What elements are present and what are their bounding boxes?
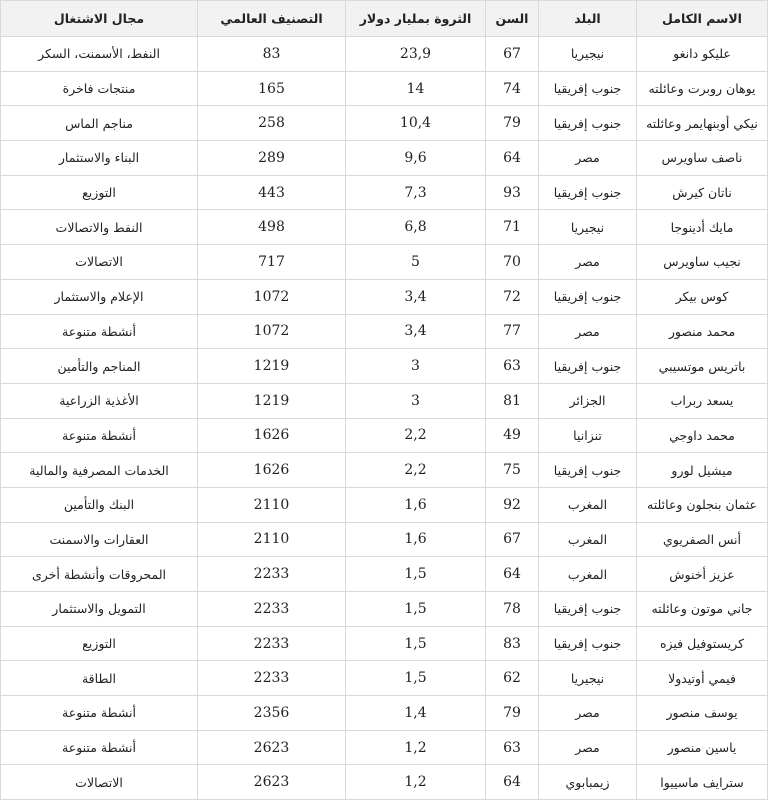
cell-age: 75: [486, 453, 539, 488]
cell-rank: 1626: [198, 418, 346, 453]
cell-wealth: 9,6: [346, 141, 486, 176]
table-row: [1, 592, 768, 627]
cell-country: جنوب إفريقيا: [539, 592, 637, 627]
table-row: [1, 453, 768, 488]
header-rank: التصنيف العالمي: [198, 1, 346, 37]
cell-rank: 2356: [198, 696, 346, 731]
table-row: [1, 418, 768, 453]
table-row: [1, 71, 768, 106]
cell-age: 70: [486, 245, 539, 280]
table-row: [1, 314, 768, 349]
cell-name: فيمي أوتيدولا: [637, 661, 768, 696]
cell-wealth: 2,2: [346, 453, 486, 488]
header-row: [1, 1, 768, 37]
cell-country: المغرب: [539, 522, 637, 557]
cell-age: 67: [486, 37, 539, 72]
cell-age: 77: [486, 314, 539, 349]
cell-age: 93: [486, 175, 539, 210]
cell-field: التوزيع: [1, 175, 198, 210]
cell-country: الجزائر: [539, 383, 637, 418]
cell-age: 63: [486, 730, 539, 765]
table-row: [1, 279, 768, 314]
cell-rank: 165: [198, 71, 346, 106]
cell-rank: 717: [198, 245, 346, 280]
cell-age: 67: [486, 522, 539, 557]
cell-name: ناتان كيرش: [637, 175, 768, 210]
cell-name: ناصف ساويرس: [637, 141, 768, 176]
cell-field: العقارات والاسمنت: [1, 522, 198, 557]
cell-wealth: 3: [346, 383, 486, 418]
cell-country: جنوب إفريقيا: [539, 626, 637, 661]
cell-name: يسعد ربراب: [637, 383, 768, 418]
cell-rank: 83: [198, 37, 346, 72]
cell-rank: 443: [198, 175, 346, 210]
cell-country: جنوب إفريقيا: [539, 106, 637, 141]
cell-age: 74: [486, 71, 539, 106]
cell-rank: 1626: [198, 453, 346, 488]
cell-name: باتريس موتسيبي: [637, 349, 768, 384]
cell-field: منتجات فاخرة: [1, 71, 198, 106]
table-row: [1, 383, 768, 418]
cell-name: ياسين منصور: [637, 730, 768, 765]
cell-age: 83: [486, 626, 539, 661]
cell-country: المغرب: [539, 487, 637, 522]
cell-rank: 258: [198, 106, 346, 141]
table-row: [1, 175, 768, 210]
cell-wealth: 1,6: [346, 487, 486, 522]
cell-age: 64: [486, 557, 539, 592]
header-age: السن: [486, 1, 539, 37]
cell-rank: 2233: [198, 626, 346, 661]
cell-field: البناء والاستثمار: [1, 141, 198, 176]
cell-wealth: 14: [346, 71, 486, 106]
cell-country: نيجيريا: [539, 37, 637, 72]
cell-country: جنوب إفريقيا: [539, 71, 637, 106]
cell-name: نجيب ساويرس: [637, 245, 768, 280]
cell-wealth: 10,4: [346, 106, 486, 141]
cell-rank: 498: [198, 210, 346, 245]
cell-country: جنوب إفريقيا: [539, 279, 637, 314]
cell-country: جنوب إفريقيا: [539, 349, 637, 384]
cell-wealth: 1,2: [346, 765, 486, 800]
cell-country: نيجيريا: [539, 210, 637, 245]
cell-age: 78: [486, 592, 539, 627]
cell-rank: 289: [198, 141, 346, 176]
cell-name: نيكي أوبنهايمر وعائلته: [637, 106, 768, 141]
cell-name: جاني موتون وعائلته: [637, 592, 768, 627]
cell-wealth: 1,5: [346, 557, 486, 592]
cell-country: مصر: [539, 696, 637, 731]
cell-age: 71: [486, 210, 539, 245]
cell-field: أنشطة متنوعة: [1, 730, 198, 765]
cell-name: محمد داوجي: [637, 418, 768, 453]
cell-field: الأغذية الزراعية: [1, 383, 198, 418]
cell-wealth: 1,4: [346, 696, 486, 731]
cell-field: أنشطة متنوعة: [1, 314, 198, 349]
cell-rank: 2233: [198, 557, 346, 592]
table-row: [1, 765, 768, 800]
cell-wealth: 7,3: [346, 175, 486, 210]
cell-rank: 2233: [198, 592, 346, 627]
cell-country: المغرب: [539, 557, 637, 592]
cell-field: الاتصالات: [1, 765, 198, 800]
cell-country: مصر: [539, 730, 637, 765]
cell-field: التمويل والاستثمار: [1, 592, 198, 627]
cell-field: المحروقات وأنشطة أخرى: [1, 557, 198, 592]
header-wealth: الثروة بمليار دولار: [346, 1, 486, 37]
cell-name: ميشيل لورو: [637, 453, 768, 488]
cell-age: 79: [486, 696, 539, 731]
cell-country: نيجيريا: [539, 661, 637, 696]
cell-name: محمد منصور: [637, 314, 768, 349]
table-row: [1, 37, 768, 72]
table-row: [1, 730, 768, 765]
cell-field: التوزيع: [1, 626, 198, 661]
table-row: [1, 661, 768, 696]
cell-field: الخدمات المصرفية والمالية: [1, 453, 198, 488]
table-row: [1, 626, 768, 661]
cell-name: عليكو دانغو: [637, 37, 768, 72]
cell-field: أنشطة متنوعة: [1, 418, 198, 453]
table-row: [1, 141, 768, 176]
cell-wealth: 6,8: [346, 210, 486, 245]
cell-rank: 1219: [198, 349, 346, 384]
table-row: [1, 245, 768, 280]
table-row: [1, 487, 768, 522]
cell-wealth: 1,5: [346, 626, 486, 661]
cell-age: 49: [486, 418, 539, 453]
cell-wealth: 3,4: [346, 314, 486, 349]
table-row: [1, 557, 768, 592]
cell-wealth: 1,5: [346, 592, 486, 627]
cell-field: البنك والتأمين: [1, 487, 198, 522]
table-row: [1, 210, 768, 245]
cell-country: مصر: [539, 314, 637, 349]
cell-rank: 1072: [198, 279, 346, 314]
cell-wealth: 1,6: [346, 522, 486, 557]
cell-wealth: 3: [346, 349, 486, 384]
cell-name: مايك أدينوجا: [637, 210, 768, 245]
cell-name: أنس الصفريوي: [637, 522, 768, 557]
cell-age: 64: [486, 141, 539, 176]
table-row: [1, 349, 768, 384]
cell-country: زيمبابوي: [539, 765, 637, 800]
cell-age: 63: [486, 349, 539, 384]
cell-wealth: 5: [346, 245, 486, 280]
cell-field: الاتصالات: [1, 245, 198, 280]
cell-age: 92: [486, 487, 539, 522]
cell-age: 62: [486, 661, 539, 696]
cell-wealth: 3,4: [346, 279, 486, 314]
cell-country: مصر: [539, 141, 637, 176]
cell-field: أنشطة متنوعة: [1, 696, 198, 731]
cell-rank: 1072: [198, 314, 346, 349]
header-field: مجال الاشتغال: [1, 1, 198, 37]
cell-rank: 2623: [198, 765, 346, 800]
table-row: [1, 106, 768, 141]
cell-name: عزيز أخنوش: [637, 557, 768, 592]
cell-age: 64: [486, 765, 539, 800]
cell-country: تنزانيا: [539, 418, 637, 453]
cell-field: الطاقة: [1, 661, 198, 696]
table-row: [1, 696, 768, 731]
cell-age: 72: [486, 279, 539, 314]
cell-field: مناجم الماس: [1, 106, 198, 141]
cell-name: سترايف ماسييوا: [637, 765, 768, 800]
cell-field: الإعلام والاستثمار: [1, 279, 198, 314]
cell-country: مصر: [539, 245, 637, 280]
cell-wealth: 1,5: [346, 661, 486, 696]
cell-rank: 2110: [198, 487, 346, 522]
cell-rank: 2623: [198, 730, 346, 765]
cell-field: النفط، الأسمنت، السكر: [1, 37, 198, 72]
cell-rank: 2233: [198, 661, 346, 696]
cell-age: 79: [486, 106, 539, 141]
header-name: الاسم الكامل: [637, 1, 768, 37]
cell-name: يوسف منصور: [637, 696, 768, 731]
cell-field: النفط والاتصالات: [1, 210, 198, 245]
cell-rank: 1219: [198, 383, 346, 418]
cell-name: كوس بيكر: [637, 279, 768, 314]
cell-name: كريستوفيل فيزه: [637, 626, 768, 661]
cell-country: جنوب إفريقيا: [539, 175, 637, 210]
cell-wealth: 23,9: [346, 37, 486, 72]
header-country: البلد: [539, 1, 637, 37]
cell-name: يوهان روبرت وعائلته: [637, 71, 768, 106]
table-row: [1, 522, 768, 557]
cell-field: المناجم والتأمين: [1, 349, 198, 384]
cell-age: 81: [486, 383, 539, 418]
cell-name: عثمان بنجلون وعائلته: [637, 487, 768, 522]
cell-wealth: 2,2: [346, 418, 486, 453]
cell-rank: 2110: [198, 522, 346, 557]
cell-wealth: 1,2: [346, 730, 486, 765]
cell-country: جنوب إفريقيا: [539, 453, 637, 488]
